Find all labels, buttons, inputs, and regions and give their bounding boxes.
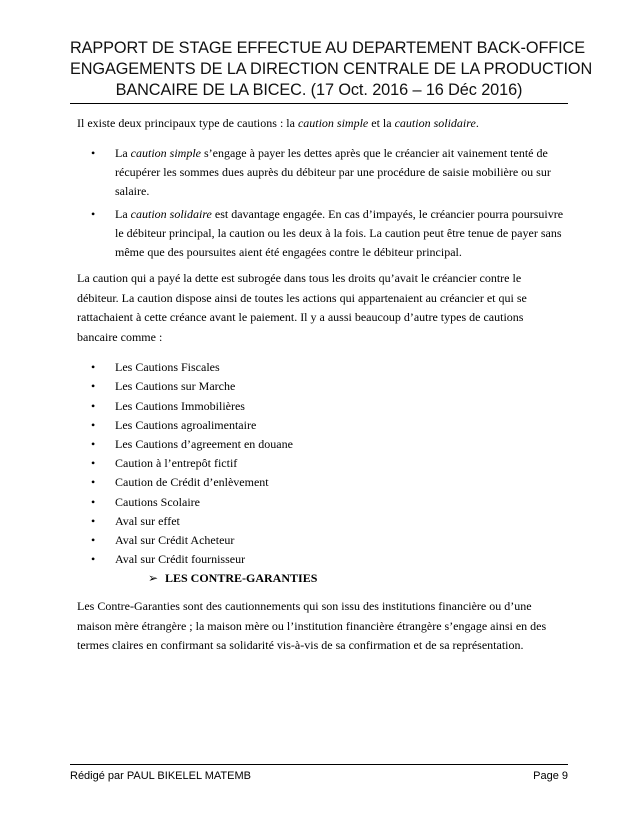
- bullet-icon: •: [91, 494, 96, 509]
- list-item: [77, 377, 565, 396]
- list-item: [77, 416, 565, 435]
- section-heading: [77, 569, 565, 590]
- list-item-label: Les Cautions agroalimentaire: [115, 417, 257, 432]
- bullet-icon: •: [91, 398, 96, 413]
- bullet-icon: •: [91, 360, 96, 375]
- list-item-label: Cautions Scolaire: [115, 494, 200, 509]
- definition-term: caution simple: [130, 146, 201, 160]
- list-item: [77, 493, 565, 512]
- caution-types-list: [77, 358, 565, 569]
- list-item-label: Caution de Crédit d’enlèvement: [115, 475, 269, 490]
- header-divider: [70, 103, 568, 104]
- definition-text: La: [115, 146, 131, 160]
- definition-text: La: [115, 206, 131, 221]
- list-item: [77, 550, 565, 569]
- list-item-label: Aval sur Crédit fournisseur: [115, 552, 246, 567]
- bullet-icon: •: [91, 456, 96, 471]
- subrogation-paragraph: La caution qui a payé la dette est subrogée dans tous les droits qu’avait le créancier contre le débiteur. La caution dispose ainsi de toutes les actions qui appartenaient au créancier et qui se rattachaient à cette créance avant le paiement. Il y a aussi beaucoup d’autre types de cautions bancaire comme :: [77, 271, 527, 344]
- header-line-2: ENGAGEMENTS DE LA DIRECTION CENTRALE DE LA PRODUCTION: [70, 60, 593, 78]
- footer-divider: [70, 764, 568, 765]
- bullet-icon: •: [91, 436, 96, 451]
- bullet-icon: •: [91, 532, 96, 547]
- contre-garanties-paragraph: Les Contre-Garanties sont des cautionnements qui son issu des institutions financière ou d’une maison mère étrangère ; la maison mère ou l’institution financière étrangère s’engage ainsi en des termes claires en confirmant sa solidarité vis-à-vis de sa confirmation et de sa représentation.: [77, 599, 547, 653]
- definition-list: [77, 144, 565, 262]
- page-body: [77, 114, 565, 656]
- definition-item: [77, 144, 565, 202]
- list-item: [77, 358, 565, 377]
- list-item-label: Les Cautions Immobilières: [115, 398, 245, 413]
- intro-text: et la: [368, 116, 395, 130]
- intro-term-simple: caution simple: [297, 116, 369, 130]
- list-item: [77, 397, 565, 416]
- bullet-icon: •: [91, 552, 96, 567]
- intro-term-solidaire: caution solidaire: [394, 116, 476, 130]
- list-item: [77, 435, 565, 454]
- bullet-icon: •: [91, 206, 96, 221]
- bullet-icon: •: [91, 417, 96, 432]
- definition-item: [77, 205, 565, 263]
- list-item-label: Les Cautions sur Marche: [115, 379, 236, 394]
- intro-text: .: [475, 116, 479, 130]
- intro-paragraph: [77, 114, 565, 133]
- list-item-label: Aval sur effet: [115, 513, 180, 528]
- list-item-label: Aval sur Crédit Acheteur: [115, 532, 235, 547]
- page-header: [70, 38, 593, 101]
- list-item: [77, 473, 565, 492]
- page-number: Page 9: [533, 770, 568, 782]
- definition-text: est davantage engagée. En cas d’impayés, le créancier pourra poursuivre le débiteur principal, la caution ou les deux à la fois. La caution peut être tenue de payer sans même que des poursuites aient été engagées contre le débiteur principal.: [115, 206, 564, 260]
- bullet-icon: •: [91, 379, 96, 394]
- section-title: LES CONTRE-GARANTIES: [165, 571, 318, 586]
- list-item-label: Caution à l’entrepôt fictif: [115, 456, 238, 471]
- header-line-1: RAPPORT DE STAGE EFFECTUE AU DEPARTEMENT BACK-OFFICE: [70, 39, 585, 57]
- definition-term: caution solidaire: [130, 206, 212, 221]
- list-item-label: Les Cautions d’agreement en douane: [115, 436, 293, 451]
- header-line-3: BANCAIRE DE LA BICEC. (17 Oct. 2016 – 16 Déc 2016): [115, 81, 523, 99]
- arrow-bullet-icon: ➢: [148, 571, 159, 586]
- definition-text: s’engage à payer les dettes après que le créancier ait vainement tenté de récupérer les sommes dues auprès du débiteur par une procédure de saisie mobilière ou sur salaire.: [115, 146, 551, 199]
- bullet-icon: •: [91, 513, 96, 528]
- bullet-icon: •: [91, 475, 96, 490]
- intro-text: Il existe deux principaux type de cautions : la: [77, 116, 298, 130]
- list-item: [77, 531, 565, 550]
- list-item: [77, 512, 565, 531]
- footer-author: Rédigé par PAUL BIKELEL MATEMB: [70, 770, 251, 782]
- list-item: [77, 454, 565, 473]
- list-item-label: Les Cautions Fiscales: [115, 360, 220, 375]
- bullet-icon: •: [91, 146, 96, 160]
